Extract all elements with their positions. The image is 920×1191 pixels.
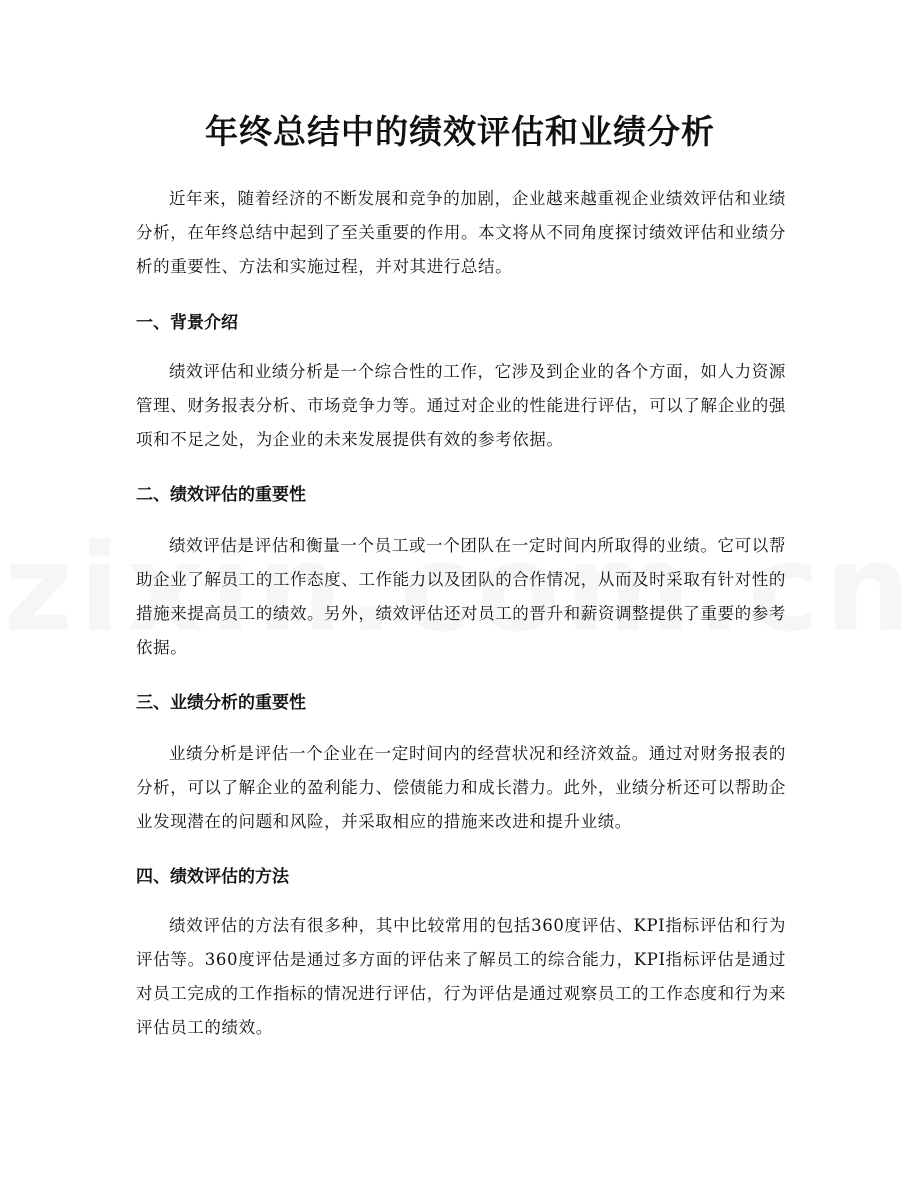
document-title: 年终总结中的绩效评估和业绩分析	[205, 112, 715, 151]
intro-paragraph: 近年来，随着经济的不断发展和竞争的加剧，企业越来越重视企业绩效评估和业绩分析，在年终总结中起到了至关重要的作用。本文将从不同角度探讨绩效评估和业绩分析的重要性、方法和实施过程，并对其进行总结。	[136, 189, 786, 276]
section-body-results-importance: 业绩分析是评估一个企业在一定时间内的经营状况和经济效益。通过对财务报表的分析，可以了解企业的盈利能力、偿债能力和成长潜力。此外，业绩分析还可以帮助企业发现潜在的问题和风险，并采取相应的措施来改进和提升业绩。	[136, 744, 786, 831]
section-heading-background: 一、背景介绍	[136, 313, 238, 333]
section-body-evaluation-methods: 绩效评估的方法有很多种，其中比较常用的包括360度评估、KPI指标评估和行为评估等。360度评估是通过多方面的评估来了解员工的综合能力，KPI指标评估是通过对员工完成的工作指标的情况进行评估，行为评估是通过观察员工的工作态度和行为来评估员工的绩效。	[136, 916, 786, 1037]
section-heading-performance-importance: 二、绩效评估的重要性	[136, 485, 306, 505]
section-body-performance-importance: 绩效评估是评估和衡量一个员工或一个团队在一定时间内所取得的业绩。它可以帮助企业了解员工的工作态度、工作能力以及团队的合作情况，从而及时采取有针对性的措施来提高员工的绩效。另外，绩效评估还对员工的晋升和薪资调整提供了重要的参考依据。	[136, 536, 786, 657]
section-body-background: 绩效评估和业绩分析是一个综合性的工作，它涉及到企业的各个方面，如人力资源管理、财务报表分析、市场竞争力等。通过对企业的性能进行评估，可以了解企业的强项和不足之处，为企业的未来发展提供有效的参考依据。	[136, 362, 786, 449]
section-heading-results-importance: 三、业绩分析的重要性	[136, 693, 306, 713]
section-heading-evaluation-methods: 四、绩效评估的方法	[136, 867, 289, 887]
